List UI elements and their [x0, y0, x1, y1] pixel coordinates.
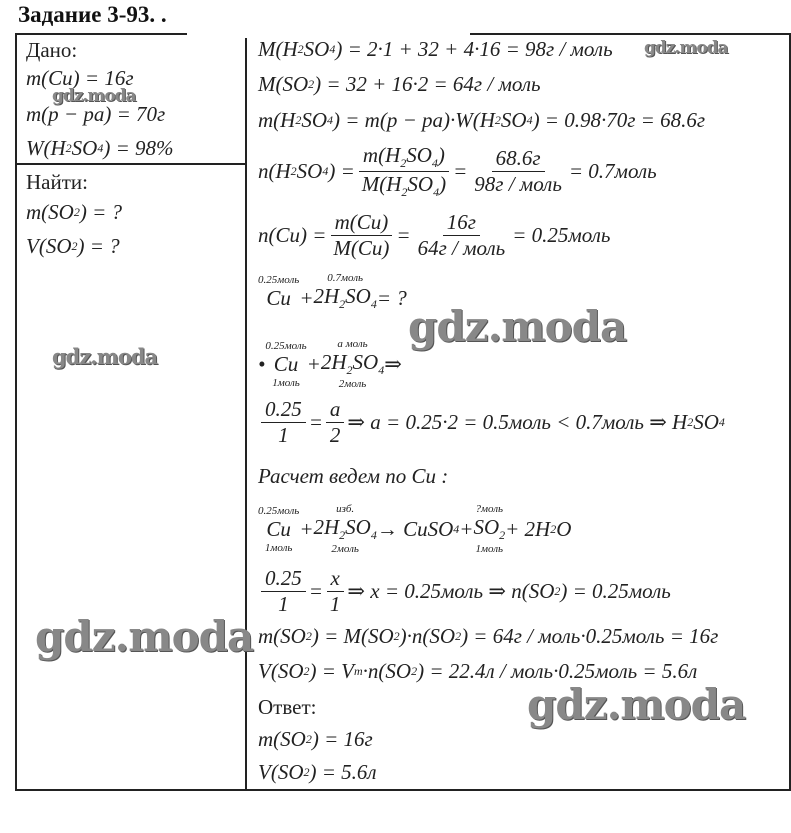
subscript: 2 [411, 664, 418, 678]
fraction-numerator [331, 210, 393, 236]
species-formula [266, 517, 291, 542]
subscript: 2 [290, 164, 297, 178]
formula-text: + 2H [505, 516, 551, 541]
species-formula [313, 515, 376, 543]
subscript: 2 [687, 415, 694, 429]
subscript: m [354, 664, 363, 678]
formula-text: = [453, 159, 468, 183]
subscript: 4 [327, 113, 333, 127]
formula-text: a [329, 397, 341, 421]
formula-text: = 0.25моль [512, 223, 611, 247]
formula-text: ) = M(SO [311, 624, 394, 648]
formula-text: m(SO [258, 727, 306, 751]
formula-text: Cu [266, 516, 291, 541]
formula-text: V(SO [26, 234, 72, 258]
formula-text: M(SO [258, 72, 309, 96]
subscript: 2 [305, 629, 312, 643]
formula-text: SO [352, 350, 379, 374]
subscript: 4 [378, 363, 385, 377]
amount-above: 0.25моль [258, 504, 300, 517]
formula-text: M(Cu) [333, 236, 390, 260]
formula-text: + [299, 516, 314, 541]
answer-item [258, 727, 373, 752]
molar-mass-h2so4 [258, 37, 613, 62]
fraction [329, 210, 393, 261]
subscript: 2 [339, 528, 346, 542]
fraction-numerator [326, 397, 345, 423]
formula-text: Cu [266, 285, 291, 310]
formula-text: SO [301, 108, 327, 132]
formula-text: 16г [446, 210, 476, 234]
fraction-denominator [414, 236, 510, 261]
excess-check [258, 397, 725, 448]
formula-text: ) = 98% [103, 136, 174, 160]
subscript: 2 [550, 521, 557, 536]
formula-text: ) = 16г [311, 727, 373, 751]
subscript: 2 [499, 528, 506, 542]
subscript: 2 [401, 185, 408, 199]
formula-text: ) = [328, 159, 355, 183]
formula-text: SO [500, 108, 527, 132]
mass-so2 [258, 624, 718, 649]
formula-text: )·n(SO [399, 624, 456, 648]
watermark-logo: gdz.moda [527, 680, 746, 729]
fraction [414, 210, 510, 261]
find-item [26, 200, 122, 225]
fraction-numerator [443, 210, 480, 236]
formula-text: + [459, 516, 474, 541]
annotated-species [313, 272, 376, 324]
formula-text: ) = 5.6л [309, 760, 377, 784]
formula-text: ·n(SO [362, 659, 412, 683]
formula-text: M(H [258, 37, 298, 61]
fraction-denominator [470, 172, 566, 197]
fraction-numerator [327, 566, 344, 592]
amount-below: 2моль [338, 378, 367, 390]
subscript: 4 [526, 113, 533, 127]
annotated-species [258, 274, 299, 323]
formula-text: ) = V [309, 659, 354, 683]
subscript: 2 [303, 765, 310, 779]
formula-text: ) = ? [79, 200, 122, 224]
annotated-species [473, 503, 505, 555]
formula-text: W(H [26, 136, 66, 160]
formula-text: ) = 22.4л / моль·0.25моль = 5.6л [417, 659, 698, 683]
formula-text: ⇒ x = 0.25моль ⇒ n(SO [347, 579, 555, 603]
formula-text: n(Cu) = [258, 223, 327, 247]
frame-bottom-rule [15, 789, 791, 791]
subscript: 2 [554, 584, 561, 598]
formula-text: V(SO [258, 659, 304, 683]
amount-above: ?моль [475, 503, 504, 515]
formula-text: 1 [329, 592, 341, 616]
formula-text: Cu [273, 351, 299, 376]
annotated-species [313, 503, 376, 555]
species-formula [473, 515, 505, 543]
fraction-numerator [261, 566, 306, 592]
formula-text: SO [296, 159, 323, 183]
formula-text: ) = 0.25моль [560, 579, 671, 603]
species-formula [321, 350, 384, 378]
formula-text: = [308, 410, 323, 434]
reaction-equation [258, 503, 571, 555]
formula-text: + [306, 351, 321, 376]
formula-text: 64г / моль [417, 236, 506, 260]
formula-text: ) = 0.98·70г = 68.6г [532, 108, 706, 132]
formula-text: 2H [313, 284, 340, 308]
formula-text: ⇒ a = 0.25·2 = 0.5моль < 0.7моль ⇒ H [347, 410, 688, 434]
fraction-denominator [274, 423, 293, 448]
watermark-logo: gdz.moda [408, 302, 627, 351]
reaction-question [258, 272, 407, 324]
subscript: 2 [346, 363, 353, 377]
formula-text: m(p − pa) = 70г [26, 102, 166, 126]
answer-heading: Ответ: [258, 695, 317, 719]
annotated-species [321, 338, 384, 390]
formula-text: 1 [278, 423, 289, 447]
formula-text: ) = m(p − pa)·W(H [333, 108, 495, 132]
subscript: 4 [329, 42, 336, 56]
fraction [470, 146, 566, 197]
given-find-divider [15, 163, 246, 165]
frame-top-right-rule [470, 33, 790, 35]
formula-text: Расчет ведем по Cu : [258, 464, 449, 488]
fraction-numerator [492, 146, 545, 172]
formula-text: m(H [258, 108, 296, 132]
given-item [26, 136, 174, 161]
fraction-denominator [326, 592, 345, 617]
formula-text: SO [345, 284, 371, 308]
formula-text: m(Cu) = 16г [26, 66, 134, 90]
subscript: 2 [339, 297, 346, 311]
amount-above: 0.25моль [265, 339, 307, 352]
formula-text: n(H [258, 159, 291, 183]
given-heading: Дано: [26, 38, 78, 62]
formula-text: ) = 2·1 + 32 + 4·16 = 98г / моль [335, 37, 613, 61]
formula-text: x [330, 566, 340, 590]
subscript: 4 [453, 521, 460, 536]
subscript: 4 [322, 164, 329, 178]
fraction [261, 397, 306, 448]
watermark-logo: gdz.moda [644, 38, 728, 58]
formula-text: SO [407, 172, 434, 196]
fraction-numerator [261, 397, 306, 423]
subscript: 2 [494, 113, 501, 127]
watermark-logo: gdz.moda [52, 86, 136, 106]
reaction-ratio [258, 338, 402, 390]
species-formula [274, 352, 299, 377]
fraction [358, 143, 450, 200]
formula-text: SO [693, 410, 719, 434]
species-formula [313, 284, 376, 312]
annotated-species [258, 505, 299, 554]
formula-text: + [299, 285, 314, 310]
find-item [26, 234, 120, 259]
fraction [261, 566, 306, 617]
fraction [326, 566, 345, 617]
amount-below: 2моль [331, 543, 359, 555]
fraction [326, 397, 345, 448]
subscript: 4 [718, 415, 725, 429]
formula-text: = [308, 579, 323, 603]
subscript: 2 [297, 42, 304, 56]
subscript: 2 [65, 141, 72, 155]
moles-so2 [258, 566, 671, 617]
fraction-denominator [274, 592, 293, 617]
task-title: Задание 3-93. . [18, 2, 167, 27]
formula-text: ) = 64г / моль·0.25моль = 16г [461, 624, 719, 648]
amount-below: 1моль [272, 376, 300, 389]
formula-text: = 0.7моль [568, 159, 657, 183]
formula-text: 2 [329, 423, 341, 447]
subscript: 2 [303, 664, 310, 678]
formula-text: • [258, 351, 266, 376]
formula-text: 0.25 [265, 566, 302, 590]
formula-text: 68.6г [495, 146, 541, 170]
formula-text: V(SO [258, 760, 304, 784]
annotated-species [265, 340, 306, 389]
formula-text: SO [473, 515, 500, 539]
subscript: 4 [370, 528, 377, 542]
mass-h2so4 [258, 108, 705, 133]
subscript: 2 [73, 205, 80, 219]
fraction-denominator [329, 236, 393, 261]
species-formula [266, 286, 291, 311]
formula-text: m(Cu) [334, 210, 389, 234]
amount-below: 1моль [264, 541, 293, 554]
subscript: 2 [393, 629, 400, 643]
formula-text: 1 [278, 592, 289, 616]
formula-text: SO [345, 515, 371, 539]
amount-above: изб. [336, 503, 355, 515]
formula-text: 2H [320, 350, 347, 374]
watermark-logo: gdz.moda [35, 612, 254, 661]
calc-basis [258, 464, 448, 489]
formula-text: SO [406, 143, 432, 167]
amount-below: 1моль [475, 543, 504, 555]
subscript: 2 [305, 732, 312, 746]
subscript: 4 [370, 297, 377, 311]
fraction-denominator [358, 172, 450, 200]
formula-text: ) [437, 143, 445, 167]
subscript: 4 [433, 185, 440, 199]
frame-left-rule [15, 33, 17, 790]
formula-text: SO [71, 136, 98, 160]
amount-above: 0.7моль [327, 272, 364, 284]
moles-cu [258, 210, 610, 261]
formula-text: ) = ? [77, 234, 120, 258]
column-divider [245, 38, 247, 790]
formula-text: m(H [362, 143, 401, 167]
subscript: 4 [97, 141, 104, 155]
formula-text: → CuSO [376, 516, 454, 541]
amount-above: a моль [337, 338, 368, 350]
subscript: 2 [71, 239, 78, 253]
formula-text: SO [303, 37, 330, 61]
formula-text: ) [439, 172, 447, 196]
amount-above: 0.25моль [258, 273, 300, 286]
formula-text: 98г / моль [474, 172, 562, 196]
formula-text: m(SO [258, 624, 306, 648]
fraction-denominator [326, 423, 345, 448]
subscript: 4 [431, 156, 438, 170]
subscript: 2 [400, 156, 407, 170]
formula-text: = ? [376, 285, 407, 310]
formula-text: m(SO [26, 200, 74, 224]
watermark-logo: gdz.moda [52, 344, 158, 369]
fraction-numerator [359, 143, 449, 172]
formula-text: 0.25 [265, 397, 302, 421]
moles-h2so4 [258, 143, 657, 200]
frame-right-rule [789, 33, 791, 790]
subscript: 2 [308, 77, 315, 91]
formula-text: 2H [313, 515, 340, 539]
formula-text: ) = 32 + 16·2 = 64г / моль [314, 72, 541, 96]
answer-item [258, 760, 377, 785]
find-heading: Найти: [26, 170, 88, 194]
formula-text: M(H [361, 172, 402, 196]
subscript: 2 [295, 113, 302, 127]
formula-text: ⇒ [384, 351, 402, 376]
subscript: 2 [455, 629, 462, 643]
molar-mass-so2 [258, 72, 541, 97]
formula-text: = [396, 223, 411, 247]
frame-top-left-rule [15, 33, 187, 35]
formula-text: O [556, 516, 572, 541]
